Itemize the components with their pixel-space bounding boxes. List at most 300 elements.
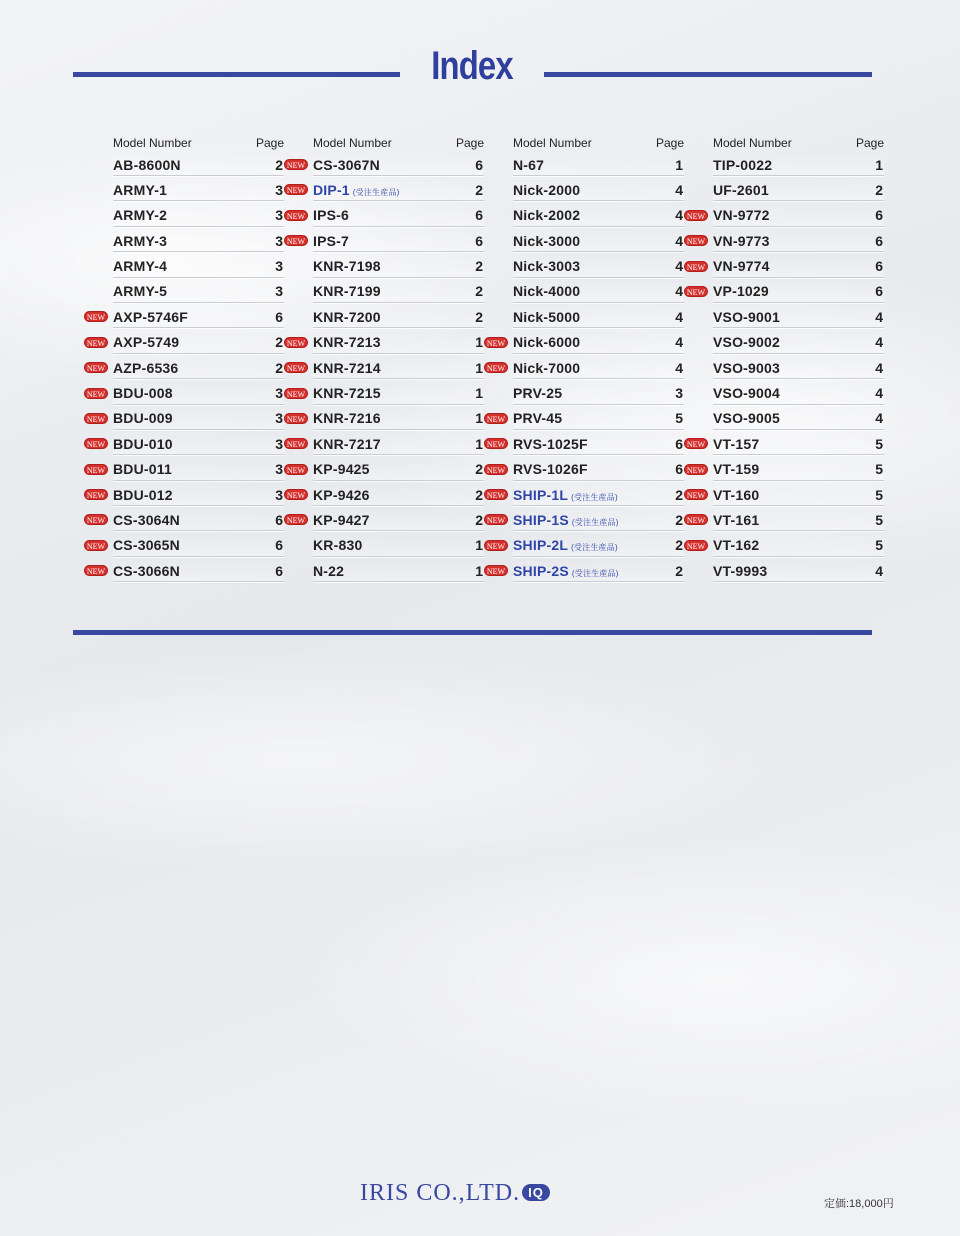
index-row — [484, 152, 684, 177]
model-number — [113, 436, 173, 452]
page-number: 6 — [275, 537, 283, 554]
model-number-text: KNR-7214 — [313, 359, 381, 376]
page-header: Page — [255, 136, 284, 150]
index-column-4 — [684, 134, 884, 584]
index-row — [284, 558, 484, 583]
index-column-1 — [84, 134, 284, 584]
index-entry — [513, 179, 684, 201]
model-number-text: N-67 — [513, 156, 545, 173]
page-number: 2 — [475, 308, 483, 325]
index-entry — [313, 383, 484, 405]
index-entry — [713, 560, 884, 582]
index-row — [684, 507, 884, 532]
model-number-text: BDU-011 — [113, 461, 172, 478]
index-entry — [313, 205, 484, 227]
new-badge: NEW — [84, 540, 108, 551]
page-number: 4 — [675, 232, 683, 249]
page-number: 4 — [875, 334, 883, 351]
model-number-text: KNR-7200 — [313, 308, 381, 325]
new-badge: NEW — [284, 464, 308, 475]
model-number-text: KNR-7199 — [313, 283, 381, 300]
index-entry — [713, 408, 884, 430]
title-rule-left — [73, 72, 400, 77]
index-entry — [113, 433, 284, 455]
index-entry — [713, 484, 884, 506]
page-number: 6 — [875, 232, 883, 249]
index-entry — [313, 306, 484, 328]
index-entry — [713, 179, 884, 201]
model-number-text: BDU-010 — [113, 435, 173, 452]
new-badge: NEW — [84, 438, 108, 449]
index-entry — [313, 230, 484, 252]
index-row — [684, 254, 884, 279]
made-to-order-note: (受注生産品) — [571, 543, 618, 553]
model-number-text: Nick-7000 — [513, 359, 581, 376]
model-number — [513, 563, 619, 579]
model-number — [313, 334, 381, 350]
model-number — [313, 461, 370, 477]
model-number-text: CS-3065N — [113, 537, 180, 554]
new-badge: NEW — [484, 514, 508, 525]
index-row — [84, 254, 284, 279]
new-badge: NEW — [84, 565, 108, 576]
new-badge: NEW — [284, 337, 308, 348]
index-entry — [313, 179, 484, 201]
index-row — [84, 507, 284, 532]
model-number-text: UF-2601 — [713, 181, 769, 198]
new-badge: NEW — [684, 464, 708, 475]
page-number: 3 — [275, 435, 283, 452]
model-number — [513, 487, 618, 503]
model-number — [713, 563, 767, 579]
new-badge: NEW — [284, 362, 308, 373]
model-number — [313, 410, 381, 426]
index-row — [684, 279, 884, 304]
model-number-text: PRV-25 — [513, 385, 563, 402]
index-row — [284, 406, 484, 431]
page-number: 3 — [275, 486, 283, 503]
model-number — [713, 537, 759, 553]
index-row — [284, 507, 484, 532]
model-number-text: RVS-1025F — [513, 435, 588, 452]
index-row — [84, 381, 284, 406]
model-number — [513, 385, 562, 401]
index-row — [684, 431, 884, 456]
model-number-text: RVS-1026F — [513, 461, 588, 478]
index-entry — [113, 256, 284, 278]
model-number-text: ARMY-1 — [113, 181, 168, 198]
index-entry — [313, 357, 484, 379]
model-number — [113, 537, 180, 553]
index-row — [284, 431, 484, 456]
page-header: Page — [855, 136, 884, 150]
index-row — [684, 330, 884, 355]
new-badge: NEW — [684, 489, 708, 500]
new-badge: NEW — [284, 210, 308, 221]
index-row — [684, 406, 884, 431]
model-number — [113, 334, 179, 350]
model-number — [113, 385, 173, 401]
index-row — [84, 203, 284, 228]
new-badge: NEW — [84, 489, 108, 500]
model-number-text: SHIP-1L — [513, 486, 569, 503]
page-number: 1 — [875, 156, 883, 173]
index-entry — [713, 383, 884, 405]
model-number-text: AB-8600N — [113, 156, 181, 173]
model-number — [713, 461, 759, 477]
index-entry — [513, 484, 684, 506]
new-badge: NEW — [484, 540, 508, 551]
index-entry — [313, 535, 484, 557]
model-number — [713, 410, 780, 426]
index-entry — [713, 509, 884, 531]
index-entry — [513, 383, 684, 405]
model-number-text: IPS-6 — [313, 207, 350, 224]
page-number: 4 — [875, 359, 883, 376]
page-number: 4 — [875, 410, 883, 427]
new-badge: NEW — [84, 337, 108, 348]
page-header: Page — [655, 136, 684, 150]
model-number-text: VN-9774 — [713, 258, 770, 275]
index-entry — [313, 433, 484, 455]
page-number: 2 — [675, 511, 683, 528]
index-entry — [113, 306, 284, 328]
index-entry — [713, 332, 884, 354]
model-number-text: DIP-1 — [313, 181, 350, 198]
model-number — [313, 258, 381, 274]
index-row — [484, 406, 684, 431]
model-number — [113, 360, 178, 376]
page-number: 3 — [275, 258, 283, 275]
index-entry — [113, 509, 284, 531]
index-row — [84, 330, 284, 355]
model-number-text: SHIP-1S — [513, 511, 569, 528]
index-entry — [713, 306, 884, 328]
made-to-order-note: (受注生産品) — [571, 517, 619, 527]
index-column-3 — [484, 134, 684, 584]
model-number — [713, 283, 769, 299]
page-number: 2 — [675, 486, 683, 503]
index-row — [484, 279, 684, 304]
index-entry — [713, 256, 884, 278]
index-row — [484, 381, 684, 406]
new-badge: NEW — [484, 438, 508, 449]
company-name: IRIS CO.,LTD. — [360, 1180, 521, 1206]
page-number: 6 — [475, 232, 483, 249]
model-number-text: KNR-7198 — [313, 258, 381, 275]
index-entry — [113, 484, 284, 506]
page-number: 5 — [875, 486, 883, 503]
index-entry — [113, 154, 284, 176]
index-row — [284, 304, 484, 329]
index-entry — [113, 459, 284, 481]
model-number — [313, 360, 381, 376]
model-number — [513, 283, 580, 299]
model-number-text: ARMY-5 — [113, 283, 168, 300]
model-number-text: VN-9772 — [713, 207, 770, 224]
model-number — [713, 360, 780, 376]
index-row — [84, 279, 284, 304]
index-entry — [313, 281, 484, 303]
page-number: 2 — [475, 486, 483, 503]
model-number-text: VT-161 — [713, 511, 760, 528]
model-number-text: VN-9773 — [713, 232, 770, 249]
model-number-text: VT-160 — [713, 486, 760, 503]
index-row — [84, 152, 284, 177]
index-row — [684, 304, 884, 329]
model-number-text: Nick-5000 — [513, 308, 581, 325]
index-row — [284, 152, 484, 177]
model-number-text: VT-157 — [713, 435, 760, 452]
new-badge: NEW — [84, 362, 108, 373]
index-row — [484, 482, 684, 507]
index-row — [284, 177, 484, 202]
model-number-text: KNR-7215 — [313, 385, 381, 402]
index-entry — [313, 509, 484, 531]
page-number: 4 — [675, 181, 683, 198]
index-entry — [713, 230, 884, 252]
new-badge: NEW — [684, 540, 708, 551]
model-number — [313, 512, 370, 528]
model-number-header: Model Number — [113, 136, 192, 150]
index-row — [284, 355, 484, 380]
new-badge: NEW — [84, 311, 108, 322]
page-number: 1 — [475, 359, 483, 376]
index-entry — [113, 179, 284, 201]
page-number: 3 — [275, 232, 283, 249]
index-row — [84, 533, 284, 558]
model-number-text: Nick-2002 — [513, 207, 581, 224]
page-number: 3 — [275, 207, 283, 224]
model-number-text: VP-1029 — [713, 283, 769, 300]
model-number-text: BDU-008 — [113, 385, 173, 402]
model-number-text: BDU-012 — [113, 486, 173, 503]
index-row — [284, 203, 484, 228]
model-number — [113, 233, 167, 249]
index-row — [684, 228, 884, 253]
page-number: 3 — [275, 461, 283, 478]
page-number: 6 — [475, 156, 483, 173]
model-number — [113, 309, 188, 325]
model-number-text: KNR-7217 — [313, 435, 381, 452]
model-number-text: AXP-5749 — [113, 334, 180, 351]
index-entry — [113, 357, 284, 379]
page-number: 6 — [675, 461, 683, 478]
index-row — [284, 254, 484, 279]
index-row — [484, 177, 684, 202]
page-number: 5 — [875, 537, 883, 554]
model-number-text: BDU-009 — [113, 410, 173, 427]
page-number: 2 — [475, 258, 483, 275]
page-number: 4 — [875, 308, 883, 325]
page-number: 3 — [275, 410, 283, 427]
new-badge: NEW — [684, 210, 708, 221]
made-to-order-note: (受注生産品) — [571, 568, 619, 578]
index-row — [284, 228, 484, 253]
new-badge: NEW — [484, 337, 508, 348]
page-number: 6 — [475, 207, 483, 224]
page-number: 6 — [875, 283, 883, 300]
new-badge: NEW — [684, 261, 708, 272]
index-entry — [513, 332, 684, 354]
new-badge: NEW — [284, 413, 308, 424]
index-row — [684, 558, 884, 583]
index-entry — [313, 154, 484, 176]
page-number: 3 — [275, 181, 283, 198]
index-row — [284, 279, 484, 304]
model-number — [713, 309, 780, 325]
model-number — [713, 182, 769, 198]
model-number — [713, 512, 759, 528]
index-entry — [513, 154, 684, 176]
index-entry — [513, 256, 684, 278]
model-number — [513, 512, 619, 528]
index-row — [684, 381, 884, 406]
model-number — [113, 461, 172, 477]
index-row — [684, 152, 884, 177]
page-number: 1 — [475, 435, 483, 452]
model-number — [713, 258, 770, 274]
index-row — [484, 507, 684, 532]
model-number-text: VT-9993 — [713, 562, 768, 579]
page-number: 1 — [475, 537, 483, 554]
page-number: 6 — [275, 511, 283, 528]
index-entry — [513, 408, 684, 430]
model-number-text: VSO-9004 — [713, 385, 780, 402]
page-number: 4 — [675, 283, 683, 300]
index-entry — [113, 230, 284, 252]
index-row — [284, 482, 484, 507]
page-number: 6 — [275, 308, 283, 325]
index-entry — [113, 205, 284, 227]
model-number-text: KNR-7216 — [313, 410, 381, 427]
page-number: 2 — [475, 181, 483, 198]
index-entry — [513, 509, 684, 531]
model-number — [713, 233, 770, 249]
index-entry — [713, 459, 884, 481]
model-number-text: Nick-3003 — [513, 258, 581, 275]
page-number: 4 — [675, 308, 683, 325]
model-number — [113, 410, 173, 426]
model-number — [713, 207, 770, 223]
page-number: 1 — [675, 156, 683, 173]
model-number-text: KP-9427 — [313, 511, 370, 528]
index-entry — [513, 357, 684, 379]
column-header — [484, 134, 684, 152]
model-number-text: VSO-9003 — [713, 359, 780, 376]
model-number-text: VSO-9002 — [713, 334, 780, 351]
model-number — [113, 182, 167, 198]
page-number: 2 — [475, 511, 483, 528]
page-number: 3 — [275, 283, 283, 300]
model-number — [313, 207, 349, 223]
page-number: 2 — [275, 156, 283, 173]
page-number: 4 — [675, 334, 683, 351]
model-number — [513, 410, 562, 426]
index-entry — [313, 332, 484, 354]
index-row — [84, 457, 284, 482]
index-row — [684, 177, 884, 202]
model-number-text: IPS-7 — [313, 232, 350, 249]
index-row — [84, 304, 284, 329]
model-number — [313, 283, 381, 299]
index-row — [484, 457, 684, 482]
index-row — [484, 533, 684, 558]
new-badge: NEW — [284, 438, 308, 449]
model-number-text: KR-830 — [313, 537, 363, 554]
new-badge: NEW — [284, 489, 308, 500]
page-number: 5 — [875, 461, 883, 478]
new-badge: NEW — [84, 388, 108, 399]
index-entry — [313, 459, 484, 481]
model-number-text: VSO-9001 — [713, 308, 780, 325]
page-number: 2 — [475, 283, 483, 300]
page-title: Index — [431, 44, 513, 88]
index-row — [84, 355, 284, 380]
model-number — [713, 157, 772, 173]
index-row — [84, 482, 284, 507]
index-entry — [313, 408, 484, 430]
index-entry — [513, 433, 684, 455]
page-number: 1 — [475, 410, 483, 427]
new-badge: NEW — [484, 413, 508, 424]
page-number: 6 — [875, 258, 883, 275]
index-row — [84, 228, 284, 253]
column-header — [284, 134, 484, 152]
index-entry — [713, 205, 884, 227]
page-number: 4 — [875, 385, 883, 402]
model-number-header: Model Number — [313, 136, 392, 150]
index-row — [484, 330, 684, 355]
index-row — [284, 381, 484, 406]
model-number-text: ARMY-3 — [113, 232, 168, 249]
page-number: 2 — [475, 461, 483, 478]
model-number-text: Nick-3000 — [513, 232, 581, 249]
list-price: 定価:18,000円 — [824, 1198, 894, 1210]
model-number — [513, 182, 580, 198]
new-badge: NEW — [284, 235, 308, 246]
model-number-header: Model Number — [713, 136, 792, 150]
model-number — [313, 537, 362, 553]
page-number: 6 — [875, 207, 883, 224]
index-entry — [713, 357, 884, 379]
index-entry — [313, 560, 484, 582]
index-row — [84, 406, 284, 431]
page-number: 5 — [875, 511, 883, 528]
index-row — [284, 457, 484, 482]
page-number: 4 — [875, 562, 883, 579]
model-number — [513, 461, 588, 477]
model-number — [513, 334, 580, 350]
column-header — [84, 134, 284, 152]
page-number: 2 — [675, 562, 683, 579]
index-entry — [113, 408, 284, 430]
index-entry — [713, 535, 884, 557]
index-row — [484, 355, 684, 380]
model-number-text: PRV-45 — [513, 410, 563, 427]
index-row — [684, 457, 884, 482]
page-number: 1 — [475, 385, 483, 402]
index-row — [84, 558, 284, 583]
made-to-order-note: (受注生産品) — [571, 492, 618, 502]
page-number: 3 — [275, 385, 283, 402]
index-entry — [513, 459, 684, 481]
model-number — [313, 182, 400, 198]
index-row — [84, 177, 284, 202]
new-badge: NEW — [284, 514, 308, 525]
new-badge: NEW — [684, 235, 708, 246]
page-number: 3 — [675, 385, 683, 402]
